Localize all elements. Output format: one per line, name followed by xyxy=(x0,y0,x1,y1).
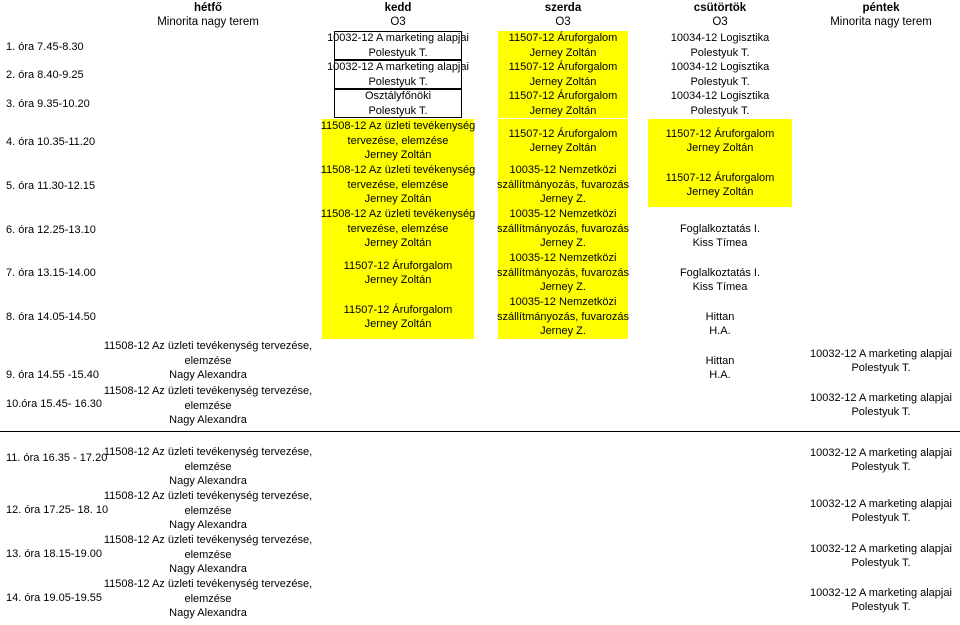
teacher-name: Jerney Z. xyxy=(540,325,586,338)
day-name: csütörtök xyxy=(693,2,747,14)
subject-line: 10032-12 A marketing alapjai xyxy=(810,391,952,404)
teacher-name: Polestyuk T. xyxy=(690,46,750,59)
lesson-cell xyxy=(103,339,313,383)
header-thursday xyxy=(648,0,792,30)
lesson-cell-highlighted xyxy=(322,251,474,295)
teacher-name: Nagy Alexandra xyxy=(169,607,247,620)
period-label: 8. óra 14.05-14.50 xyxy=(6,311,96,323)
teacher-name: Polestyuk T. xyxy=(851,512,911,524)
lesson-cell xyxy=(103,489,313,533)
lesson-cell-highlighted xyxy=(498,163,628,207)
teacher-name: H.A. xyxy=(709,325,731,337)
subject-line: tervezése, elemzése xyxy=(347,222,449,235)
subject-line: Hittan xyxy=(705,310,735,323)
lesson-cell-highlighted xyxy=(498,89,628,118)
header-friday xyxy=(806,0,956,30)
lesson-cell-highlighted xyxy=(498,60,628,89)
lesson-cell xyxy=(806,585,956,615)
lesson-cell-highlighted xyxy=(322,119,474,163)
teacher-name: Jerney Zoltán xyxy=(529,75,597,88)
teacher-name: Polestyuk T. xyxy=(368,75,428,88)
subject-line: 11507-12 Áruforgalom xyxy=(665,127,775,140)
subject-line: 10035-12 Nemzetközi xyxy=(509,296,617,309)
period-label: 3. óra 9.35-10.20 xyxy=(6,98,90,110)
teacher-name: Nagy Alexandra xyxy=(169,475,247,488)
teacher-name: Kiss Tímea xyxy=(692,281,748,293)
room-name: O3 xyxy=(555,16,571,28)
subject-line: szállítmányozás, fuvarozás xyxy=(496,266,630,279)
subject-line: 11508-12 Az üzleti tevékenység tervezése, xyxy=(103,340,313,353)
day-name: péntek xyxy=(862,2,900,14)
lesson-cell-highlighted xyxy=(648,119,792,163)
subject-line: 11507-12 Áruforgalom xyxy=(343,303,453,316)
lesson-cell-highlighted xyxy=(498,295,628,339)
teacher-name: Nagy Alexandra xyxy=(169,369,247,382)
separator-line xyxy=(0,431,960,432)
subject-line: 11508-12 Az üzleti tevékenység tervezése, xyxy=(103,446,313,459)
period-label: 12. óra 17.25- 18. 10 xyxy=(6,504,109,516)
subject-line: elemzése xyxy=(184,399,232,412)
lesson-cell xyxy=(648,353,792,383)
day-name: szerda xyxy=(544,2,582,14)
lesson-cell xyxy=(103,533,313,577)
subject-line: 10035-12 Nemzetközi xyxy=(509,208,617,221)
period-label: 5. óra 11.30-12.15 xyxy=(6,180,96,192)
lesson-cell-highlighted xyxy=(498,31,628,60)
lesson-cell xyxy=(648,60,792,89)
subject-line: 11508-12 Az üzleti tevékenység xyxy=(320,120,476,133)
subject-line: 11507-12 Áruforgalom xyxy=(343,259,453,272)
lesson-cell xyxy=(806,496,956,526)
period-label: 11. óra 16.35 - 17.20 xyxy=(6,452,108,464)
lesson-cell-highlighted xyxy=(322,207,474,251)
teacher-name: Jerney Zoltán xyxy=(364,237,432,250)
lesson-cell xyxy=(648,89,792,118)
teacher-name: Kiss Tímea xyxy=(692,237,748,249)
room-name: O3 xyxy=(390,16,406,28)
lesson-cell-highlighted xyxy=(498,119,628,163)
lesson-cell xyxy=(648,221,792,251)
subject-line: Foglalkoztatás I. xyxy=(679,222,761,235)
subject-line: 10034-12 Logisztika xyxy=(670,61,770,73)
room-name: O3 xyxy=(712,16,728,28)
lesson-cell-highlighted xyxy=(322,295,474,339)
teacher-name: Polestyuk T. xyxy=(690,75,750,88)
teacher-name: Jerney Zoltán xyxy=(529,142,597,154)
lesson-cell xyxy=(103,384,313,428)
day-name: kedd xyxy=(384,2,412,14)
room-name: Minorita nagy terem xyxy=(830,16,932,28)
teacher-name: Polestyuk T. xyxy=(851,557,911,569)
period-label: 14. óra 19.05-19.55 xyxy=(6,592,103,604)
header-monday xyxy=(110,0,306,30)
teacher-name: Jerney Z. xyxy=(540,237,586,250)
teacher-name: Jerney Z. xyxy=(540,281,586,294)
subject-line: 11508-12 Az üzleti tevékenység xyxy=(320,208,476,221)
subject-line: szállítmányozás, fuvarozás xyxy=(496,310,630,323)
teacher-name: Jerney Z. xyxy=(540,193,586,206)
subject-line: 11508-12 Az üzleti tevékenység tervezése, xyxy=(103,534,313,547)
subject-line: tervezése, elemzése xyxy=(347,178,449,191)
subject-line: tervezése, elemzése xyxy=(347,134,449,147)
subject-line: 11508-12 Az üzleti tevékenység tervezése, xyxy=(103,578,313,591)
lesson-cell xyxy=(103,445,313,489)
subject-line: 10034-12 Logisztika xyxy=(670,32,770,44)
subject-line: elemzése xyxy=(184,592,232,605)
teacher-name: Nagy Alexandra xyxy=(169,563,247,576)
lesson-cell xyxy=(327,60,469,89)
subject-line: elemzése xyxy=(184,354,232,367)
subject-line: elemzése xyxy=(184,504,232,517)
subject-line: Osztályfőnöki xyxy=(364,90,432,102)
header-wednesday xyxy=(498,0,628,30)
teacher-name: Polestyuk T. xyxy=(851,406,911,418)
teacher-name: Polestyuk T. xyxy=(851,601,911,613)
subject-line: 10032-12 A marketing alapjai xyxy=(810,446,952,459)
teacher-name: Jerney Zoltán xyxy=(686,186,754,198)
period-label: 7. óra 13.15-14.00 xyxy=(6,267,96,279)
room-name: Minorita nagy terem xyxy=(157,16,259,28)
teacher-name: Jerney Zoltán xyxy=(364,149,432,162)
lesson-cell xyxy=(806,390,956,420)
subject-line: 10032-12 A marketing alapjai xyxy=(810,497,952,510)
teacher-name: Polestyuk T. xyxy=(690,104,750,117)
lesson-cell xyxy=(334,89,462,118)
subject-line: 11508-12 Az üzleti tevékenység tervezése, xyxy=(103,385,313,398)
subject-line: 10032-12 A marketing alapjai xyxy=(810,347,952,360)
subject-line: elemzése xyxy=(184,548,232,561)
lesson-cell-highlighted xyxy=(498,251,628,295)
subject-line: 10035-12 Nemzetközi xyxy=(509,164,617,177)
subject-line: 10032-12 A marketing alapjai xyxy=(327,61,469,73)
subject-line: 11507-12 Áruforgalom xyxy=(508,61,618,73)
teacher-name: Nagy Alexandra xyxy=(169,519,247,532)
day-name: hétfő xyxy=(193,2,223,14)
teacher-name: Polestyuk T. xyxy=(851,362,911,374)
subject-line: 11508-12 Az üzleti tevékenység tervezése, xyxy=(103,490,313,503)
teacher-name: Polestyuk T. xyxy=(368,46,428,59)
subject-line: elemzése xyxy=(184,460,232,473)
subject-line: 11507-12 Áruforgalom xyxy=(508,127,618,140)
subject-line: Foglalkoztatás I. xyxy=(679,266,761,279)
teacher-name: Jerney Zoltán xyxy=(529,46,597,59)
lesson-cell xyxy=(806,541,956,571)
lesson-cell xyxy=(806,445,956,475)
lesson-cell-highlighted xyxy=(648,163,792,207)
subject-line: 11508-12 Az üzleti tevékenység xyxy=(320,164,476,177)
lesson-cell xyxy=(103,577,313,621)
teacher-name: Jerney Zoltán xyxy=(529,104,597,117)
subject-line: szállítmányozás, fuvarozás xyxy=(496,222,630,235)
subject-line: 10032-12 A marketing alapjai xyxy=(810,542,952,555)
period-label: 1. óra 7.45-8.30 xyxy=(6,41,84,53)
teacher-name: H.A. xyxy=(709,369,731,381)
lesson-cell xyxy=(806,346,956,376)
lesson-cell-highlighted xyxy=(498,207,628,251)
lesson-cell-highlighted xyxy=(322,163,474,207)
period-label: 9. óra 14.55 -15.40 xyxy=(6,369,99,381)
subject-line: 11507-12 Áruforgalom xyxy=(665,171,775,184)
subject-line: 10035-12 Nemzetközi xyxy=(509,252,617,265)
subject-line: 10032-12 A marketing alapjai xyxy=(327,32,469,44)
subject-line: 11507-12 Áruforgalom xyxy=(508,32,618,44)
period-label: 4. óra 10.35-11.20 xyxy=(6,136,96,148)
teacher-name: Jerney Zoltán xyxy=(364,274,432,286)
subject-line: szállítmányozás, fuvarozás xyxy=(496,178,630,191)
subject-line: 11507-12 Áruforgalom xyxy=(508,90,618,102)
teacher-name: Nagy Alexandra xyxy=(169,414,247,427)
lesson-cell xyxy=(648,309,792,339)
subject-line: Hittan xyxy=(705,354,735,367)
lesson-cell xyxy=(327,31,469,60)
teacher-name: Jerney Zoltán xyxy=(364,318,432,330)
teacher-name: Jerney Zoltán xyxy=(364,193,432,206)
lesson-cell xyxy=(648,31,792,60)
teacher-name: Jerney Zoltán xyxy=(686,142,754,154)
period-label: 2. óra 8.40-9.25 xyxy=(6,69,84,81)
period-label: 10.óra 15.45- 16.30 xyxy=(6,398,103,410)
subject-line: 10032-12 A marketing alapjai xyxy=(810,586,952,599)
subject-line: 10034-12 Logisztika xyxy=(670,90,770,102)
teacher-name: Polestyuk T. xyxy=(851,461,911,473)
lesson-cell xyxy=(648,265,792,295)
period-label: 6. óra 12.25-13.10 xyxy=(6,224,96,236)
header-tuesday xyxy=(322,0,474,30)
teacher-name: Polestyuk T. xyxy=(368,104,428,117)
period-label: 13. óra 18.15-19.00 xyxy=(6,548,103,560)
